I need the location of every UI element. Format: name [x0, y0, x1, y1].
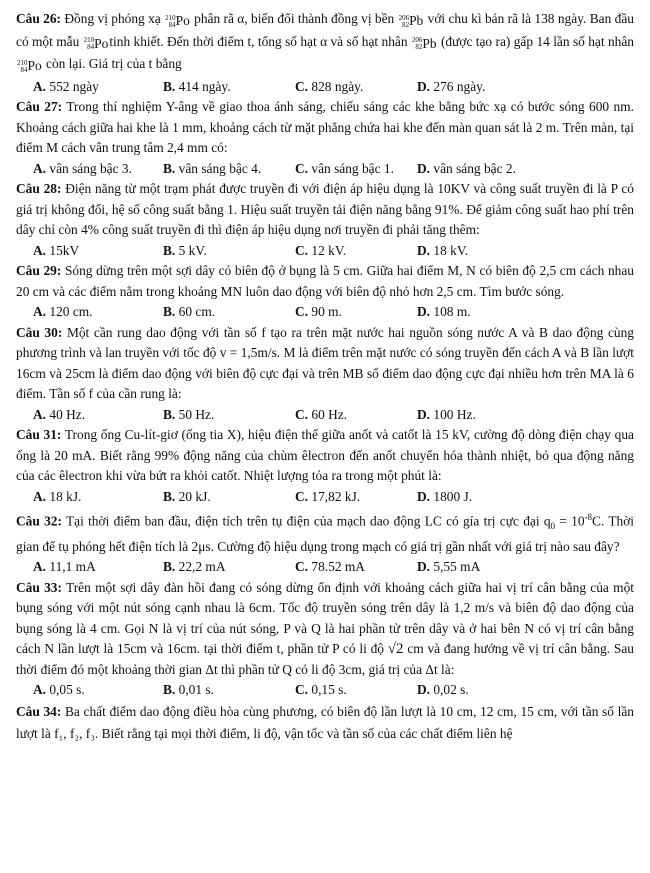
question-30-options: [16, 405, 634, 426]
option-a: A. 40 Hz.: [33, 406, 86, 422]
question-26: [16, 9, 634, 97]
question-number: Câu 27:: [16, 99, 63, 114]
option-b: B. 60 cm.: [163, 304, 216, 319]
question-number: Câu 34:: [16, 703, 62, 719]
question-32: [16, 507, 634, 578]
option-d: D. vân sáng bậc 2.: [417, 160, 516, 176]
option-d: D. 0,02 s.: [417, 682, 469, 698]
option-c: C. vân sáng bậc 1.: [295, 160, 394, 176]
option-a: A. 15kV: [33, 242, 80, 258]
question-28: [16, 179, 634, 261]
nuclide-po-210: 210 84 Po: [83, 35, 109, 52]
option-b: B. vân sáng bậc 4.: [163, 160, 262, 176]
option-c: C. 828 ngày.: [295, 78, 364, 94]
nuclide-po-210: 210 84 Po: [165, 13, 190, 29]
option-b: B. 0,01 s.: [163, 682, 214, 698]
option-a: A. vân sáng bậc 3.: [33, 160, 132, 176]
option-a: A. 0,05 s.: [33, 682, 85, 698]
option-a: A. 120 cm.: [33, 304, 93, 319]
question-30-stem: Câu 30: Một cần rung dao động với tần số f tạo ra trên mặt nước hai nguồn sóng nước A và B dao động cùng phương trình và lan truyền với tốc độ v = 1,5m/s. M là điểm trên mặt nước có sóng truyền đến cách A và B lần lượt 16cm và 25cm là điểm dao động với biên độ cực đại và trên MB số điểm dao động cực đại nhiều hơn trên MA là 6 điểm. Tần số f của cần rung là:: [16, 324, 635, 401]
option-b: B. 22,2 mA: [163, 559, 226, 575]
question-number: Câu 29:: [16, 263, 62, 278]
question-33-stem: Câu 33: Trên một sợi dây đàn hồi đang có sóng dừng ổn định với khoảng cách giữa hai vị trí cân bằng của một bụng sóng với một nút sóng cạnh nhau là 6cm. Tốc độ truyền sóng trên dây là 1,2 m/s và biên độ dao động của bụng sóng là 4 cm. Gọi N là vị trí của nút sóng, P và Q là hai phần tử trên dây và ở hai bên N có vị trí cân bằng cách N lần lượt là 15cm và 16cm. tại thời điểm t, phần tử P có li độ √2 cm và đang hướng về vị trí cân bằng. Sau thời điểm đó một khoảng thời gian Δt thì phần tử Q có li độ 3cm, giá trị của Δt là:: [16, 579, 634, 677]
option-d: D. 108 m.: [417, 304, 471, 319]
question-34-stem: Câu 34: Ba chất điểm dao động điều hòa cùng phương, có biên độ lần lượt là 10 cm, 12 cm, 15 cm, với tần số lần lượt là f₁, f₂, f₃. Biết rằng tại mọi thời điểm, li độ, vận tốc và tần số của các chất điểm liên hệ: [16, 703, 634, 741]
question-30: [16, 323, 634, 426]
option-c: C. 60 Hz.: [295, 406, 348, 422]
question-number: Câu 31:: [16, 427, 62, 442]
option-d: D. 18 kV.: [417, 242, 469, 258]
question-27-options: [16, 159, 634, 180]
question-33-options: [16, 680, 634, 701]
question-31-options: [16, 487, 634, 508]
nuclide-po-210: 210 84 Po: [17, 58, 42, 74]
option-a: A. 18 kJ.: [33, 488, 82, 504]
question-29-stem: Câu 29: Sóng dừng trên một sợi dây có biên độ ở bụng là 5 cm. Giữa hai điểm M, N có biên độ 2,5 cm cách nhau 20 cm và các điểm nằm trong khoảng MN luôn dao động với biên độ nhỏ hơn 2,5 cm. Tìm bước sóng.: [16, 263, 634, 299]
question-26-options: [16, 77, 634, 98]
question-28-stem: Câu 28: Điện năng từ một trạm phát được truyền đi với điện áp hiệu dụng là 10KV và công suất truyền đi là P có giá trị không đổi, hệ số công suất bằng 1. Hiệu suất truyền tải điện năng bằng 91%. Để giảm công suất hao phí trên dây chỉ còn 4% công suất truyền đi thì điện áp hiệu dụng nơi truyền đi phải tăng thêm:: [16, 181, 634, 237]
question-27: [16, 97, 634, 179]
option-d: D. 1800 J.: [417, 488, 473, 504]
option-c: C. 0,15 s.: [295, 682, 347, 698]
question-27-stem: Câu 27: Trong thí nghiệm Y-âng về giao thoa ánh sáng, chiếu sáng các khe bằng bức xạ có bước sóng 600 nm. Khoảng cách giữa hai khe là 1 mm, khoảng cách từ mặt phẳng chứa hai khe đến màn quan sát là 2 m. Trên màn, tại điểm M cách vân trung tâm 2,4 mm có:: [16, 99, 634, 155]
question-29-options: [16, 302, 634, 323]
nuclide-pb-206: 206 82 Pb: [398, 13, 424, 29]
question-31-stem: Câu 31: Trong ống Cu-lít-giơ (ống tia X), hiệu điện thế giữa anốt và catốt là 15 kV, cường độ dòng điện chạy qua ống là 20 mA. Biết rằng 99% động năng của chùm êlectron đến anốt chuyển hóa thành nhiệt, bỏ qua động năng của các êlectron khi vừa bứt ra khỏi catốt. Nhiệt lượng tỏa ra trong một phút là:: [16, 427, 634, 483]
option-b: B. 414 ngày.: [163, 78, 231, 94]
question-33: [16, 578, 634, 701]
question-28-options: [16, 241, 634, 262]
question-number: Câu 26:: [16, 11, 62, 26]
option-a: A. 11,1 mA: [33, 559, 96, 575]
question-32-options: [16, 557, 634, 578]
option-c: C. 78.52 mA: [295, 559, 365, 575]
question-number: Câu 28:: [16, 181, 62, 196]
option-d: D. 5,55 mA: [417, 559, 481, 575]
question-29: [16, 261, 634, 323]
option-c: C. 90 m.: [295, 304, 342, 319]
question-26-stem: Câu 26: Đồng vị phóng xạ 210 84 Po phân rã α, biến đổi thành đồng vị bền 206 82 Pb với chu kì bán rã là 138 ngày. Ban đầu có một mẫu 210 84 Potinh khiết. Đến thời điểm t, tổng số hạt α và số hạt nhân 206 82 Pb (được tạo ra) gấp 14 lần số hạt nhân 210 84 Po còn lại. Giá trị của t bằng: [16, 9, 634, 77]
sqrt2-expression: √2: [387, 641, 404, 658]
nuclide-pb-206: 206 82 Pb: [411, 35, 437, 52]
option-c: C. 12 kV.: [295, 242, 347, 258]
question-32-stem: Câu 32: Tại thời điểm ban đầu, điện tích trên tụ điện của mạch dao động LC có gía trị cực đại $q_0 = 10^{-8}C$. Thời gian để tụ phóng hết điện tích là 2μs. Cường độ hiệu dụng trong mạch có giá trị gần nhất với giá trị nào sau đây?: [16, 512, 634, 554]
option-b: B. 5 kV.: [163, 242, 207, 258]
option-a: A. 552 ngày: [33, 78, 99, 94]
question-31: [16, 425, 634, 507]
option-b: B. 50 Hz.: [163, 406, 215, 422]
option-b: B. 20 kJ.: [163, 488, 211, 504]
question-34: [16, 701, 634, 745]
question-number: Câu 32:: [16, 513, 62, 529]
option-d: D. 276 ngày.: [417, 78, 486, 94]
question-number: Câu 33:: [16, 579, 62, 595]
question-number: Câu 30:: [16, 324, 63, 340]
option-c: C. 17,82 kJ.: [295, 488, 361, 504]
option-d: D. 100 Hz.: [417, 406, 476, 422]
